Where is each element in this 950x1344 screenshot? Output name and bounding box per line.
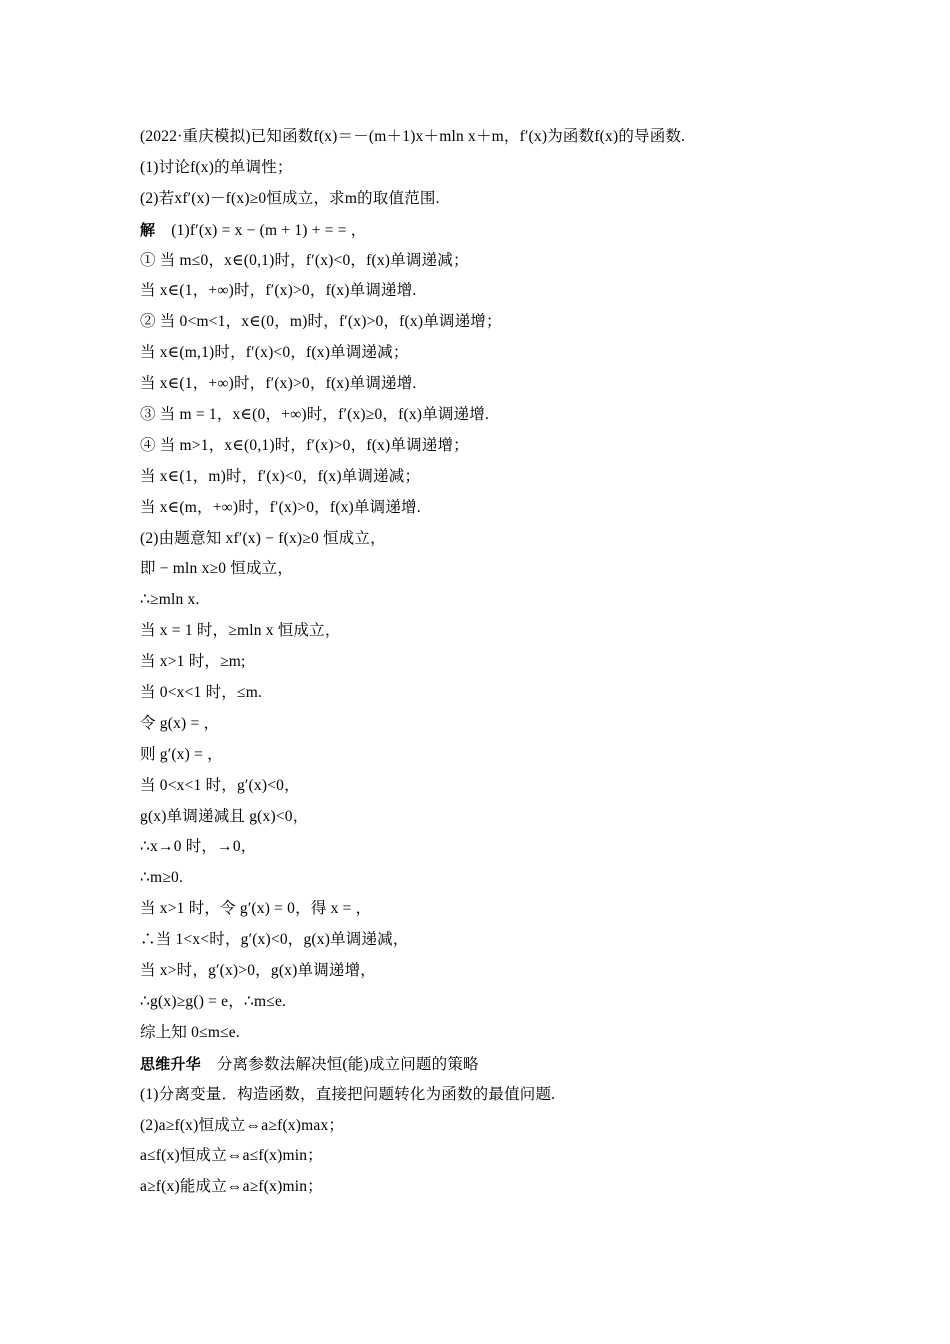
solution-line: 当 x∈(m，+∞)时，f′(x)>0，f(x)单调递增. <box>140 498 421 516</box>
solution-line: 即 − mln x≥0 恒成立， <box>140 560 294 578</box>
insight-line: a≥f(x)能成立⇔a≥f(x)min； <box>140 1178 323 1196</box>
problem-statement: (2022·重庆模拟)已知函数f(x)＝－(m＋1)x＋mln x＋m，f′(x)为函数f(x)的导函数. <box>140 128 686 145</box>
solution-line: 则 g′(x) = ， <box>140 745 223 763</box>
insight-line: (1)分离变量．构造函数，直接把问题转化为函数的最值问题. <box>140 1085 556 1103</box>
solution-line: ④ 当 m>1，x∈(0,1)时，f′(x)>0，f(x)单调递增； <box>140 436 469 454</box>
solution-line: g(x)单调递减且 g(x)<0， <box>140 807 309 825</box>
solution-heading-line: 解 (1)f′(x) = x − (m + 1) + = = ， <box>140 220 367 239</box>
solution-line: ③ 当 m = 1，x∈(0，+∞)时，f′(x)≥0，f(x)单调递增. <box>140 406 490 424</box>
question-part-1: (1)讨论f(x)的单调性； <box>140 158 293 176</box>
solution-line: 当 x∈(1，+∞)时，f′(x)>0，f(x)单调递增. <box>140 282 417 300</box>
solution-line: 当 0<x<1 时，g′(x)<0， <box>140 776 300 794</box>
solution-line: 当 0<x<1 时，≤m. <box>140 684 263 702</box>
solution-line: 当 x = 1 时，≥mln x 恒成立， <box>140 622 341 640</box>
question-part-2: (2)若xf′(x)－f(x)≥0恒成立，求m的取值范围. <box>140 189 440 207</box>
insight-label: 思维升华 <box>140 1054 201 1073</box>
solution-line: 当 x∈(1，m)时，f′(x)<0，f(x)单调递减； <box>140 467 421 485</box>
solution-line: 当 x>时，g′(x)>0，g(x)单调递增， <box>140 962 376 980</box>
solution-line: ∴≥mln x. <box>140 591 200 609</box>
solution-line: ∴m≥0. <box>140 869 184 887</box>
document-page <box>140 122 840 1203</box>
solution-conclusion: 综上知 0≤m≤e. <box>140 1023 240 1041</box>
solution-line: ∴x→0 时，→0， <box>140 838 257 856</box>
solution-line: 当 x∈(1，+∞)时，f′(x)>0，f(x)单调递增. <box>140 375 417 393</box>
solution-line: 当 x>1 时，令 g′(x) = 0，得 x = ， <box>140 900 372 918</box>
solution-line: ② 当 0<m<1，x∈(0，m)时，f′(x)>0，f(x)单调递增； <box>140 313 502 331</box>
solution-line: 令 g(x) = ， <box>140 714 220 732</box>
solution-line: ① 当 m≤0，x∈(0,1)时，f′(x)<0，f(x)单调递减； <box>140 251 469 269</box>
insight-heading-line: 思维升华 分离参数法解决恒(能)成立问题的策略 <box>140 1054 479 1073</box>
solution-line: (2)由题意知 xf′(x) − f(x)≥0 恒成立， <box>140 529 386 547</box>
insight-line: (2)a≥f(x)恒成立⇔a≥f(x)max； <box>140 1116 345 1134</box>
solution-line: 当 x∈(m,1)时，f′(x)<0，f(x)单调递减； <box>140 344 409 362</box>
solution-line: ∴当 1<x<时，g′(x)<0，g(x)单调递减， <box>140 931 409 949</box>
solution-line: ∴g(x)≥g() = e，∴m≤e. <box>140 992 287 1010</box>
solution-label: 解 <box>140 220 156 239</box>
insight-line: a≤f(x)恒成立⇔a≤f(x)min； <box>140 1147 323 1165</box>
solution-line: 当 x>1 时，≥m; <box>140 653 246 671</box>
